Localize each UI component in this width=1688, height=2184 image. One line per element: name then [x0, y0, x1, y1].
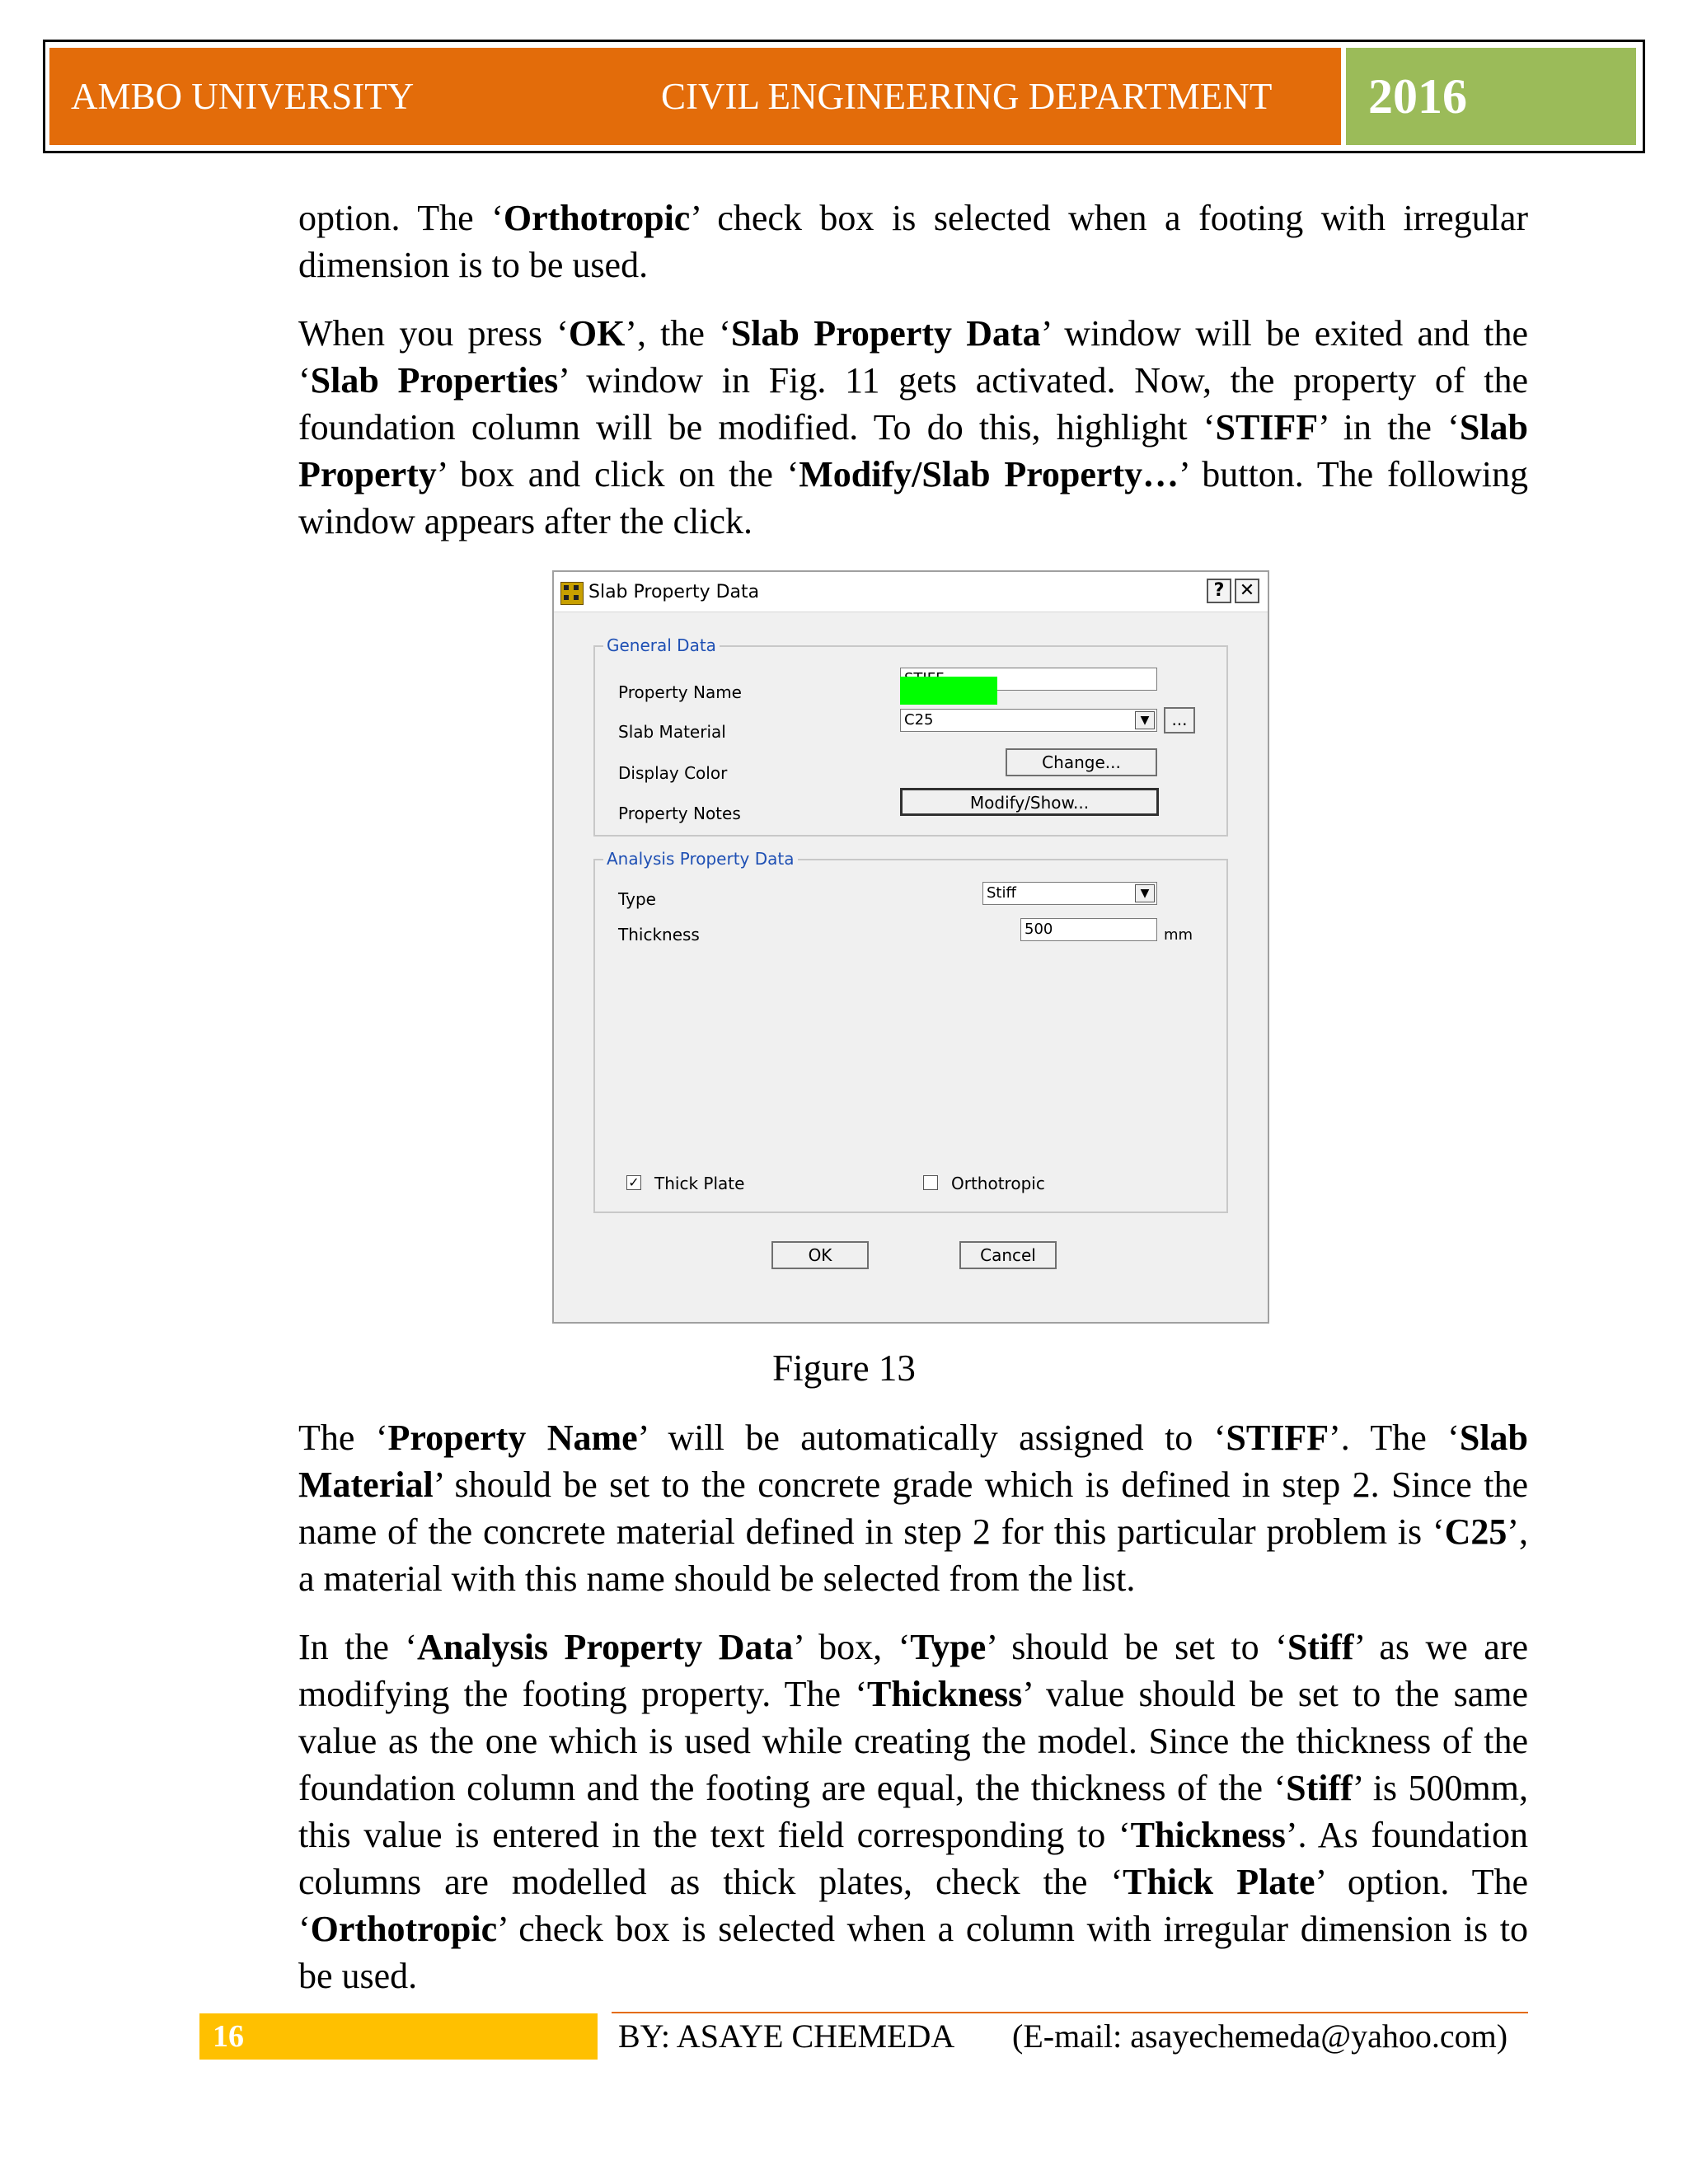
change-color-button[interactable]: Change...	[1006, 748, 1157, 776]
slab-material-value: C25	[904, 711, 934, 729]
text-run: option. The ‘	[298, 198, 504, 238]
text-run: ’ value should be set to the same value as the one which is used while creating the model. Since the thickness of the foundation column and the footing are equal, the thickness of the ‘	[298, 1674, 1528, 1808]
dialog-title: Slab Property Data	[588, 582, 760, 602]
bold-term: Slab Property	[298, 407, 1528, 494]
bold-term: STIFF	[1226, 1418, 1329, 1458]
thickness-label: Thickness	[618, 925, 700, 944]
thickness-unit: mm	[1164, 926, 1193, 944]
text-run: ’ as we are modifying the footing property. The ‘	[298, 1627, 1528, 1714]
text-run: In the ‘	[298, 1627, 418, 1667]
chevron-down-icon[interactable]: ▼	[1135, 711, 1155, 729]
text-run: ’ should be set to ‘	[986, 1627, 1287, 1667]
browse-material-button[interactable]: ...	[1164, 707, 1195, 733]
paragraph-4	[298, 1624, 1528, 1999]
text-run: ’ button. The following window appears after the click.	[298, 454, 1528, 541]
type-value: Stiff	[987, 884, 1016, 902]
text-run: ’. The ‘	[1329, 1418, 1460, 1458]
text-run: When you press ‘	[298, 313, 569, 354]
bold-term: Slab Material	[298, 1418, 1529, 1505]
bold-term: Stiff	[1286, 1768, 1353, 1808]
ok-button[interactable]: OK	[771, 1241, 869, 1269]
orthotropic-label: Orthotropic	[951, 1174, 1045, 1193]
footer-page-band	[199, 2013, 598, 2060]
bold-term: Thickness	[1130, 1815, 1286, 1855]
text-run: ’. As foundation columns are modelled as thick plates, check the ‘	[298, 1815, 1528, 1902]
header-department: CIVIL ENGINEERING DEPARTMENT	[661, 76, 1273, 117]
property-notes-label: Property Notes	[618, 804, 741, 823]
thick-plate-checkbox[interactable]: ✓	[626, 1175, 641, 1190]
text-run: ’ option. The ‘	[298, 1862, 1529, 1949]
display-color-label: Display Color	[618, 763, 728, 783]
page-number: 16	[213, 2019, 244, 2054]
help-button[interactable]: ?	[1207, 579, 1231, 603]
type-label: Type	[618, 889, 656, 909]
bold-term: Slab Property Data	[730, 313, 1041, 354]
paragraph-1	[298, 194, 1528, 288]
display-color-swatch[interactable]	[900, 677, 997, 705]
bold-term: Analysis Property Data	[417, 1627, 794, 1667]
text-run: The ‘	[298, 1418, 388, 1458]
paragraph-3	[298, 1414, 1528, 1602]
bold-term: Orthotropic	[310, 1909, 498, 1949]
property-name-label: Property Name	[618, 682, 742, 702]
text-run: ’ box and click on the ‘	[436, 454, 799, 494]
footer-author: BY: ASAYE CHEMEDA	[618, 2018, 955, 2055]
text-run: ’ will be automatically assigned to ‘	[637, 1418, 1226, 1458]
dialog-titlebar	[554, 572, 1268, 612]
bold-term: Orthotropic	[503, 198, 691, 238]
type-select[interactable]	[982, 882, 1157, 905]
footer-email: (E-mail: asayechemeda@yahoo.com)	[1012, 2018, 1508, 2055]
bold-term: STIFF	[1215, 407, 1319, 448]
header-year: 2016	[1368, 69, 1467, 124]
analysis-property-data-group	[593, 849, 1228, 1213]
bold-term: Type	[910, 1627, 987, 1667]
text-run: ’, the ‘	[625, 313, 731, 354]
thickness-input[interactable]: 500	[1020, 918, 1157, 941]
figure-caption: Figure 13	[772, 1347, 916, 1389]
close-button[interactable]: ✕	[1235, 579, 1259, 603]
chevron-down-icon[interactable]: ▼	[1135, 884, 1155, 902]
analysis-property-data-label: Analysis Property Data	[603, 849, 798, 869]
text-run: ’ check box is selected when a footing with irregular dimension is to be used.	[298, 198, 1529, 285]
text-run: ’ in the ‘	[1318, 407, 1460, 448]
text-run: ’ check box is selected when a column with irregular dimension is to be used.	[298, 1909, 1528, 1996]
paragraph-2	[298, 310, 1528, 545]
text-run: ’ box, ‘	[793, 1627, 911, 1667]
thick-plate-label: Thick Plate	[654, 1174, 745, 1193]
text-run: ’ should be set to the concrete grade which is defined in step 2. Since the name of the concrete material defined in step 2 for this particular problem is ‘	[298, 1465, 1528, 1552]
slab-material-select[interactable]	[900, 709, 1157, 732]
text-run: ’ is 500mm, this value is entered in the text field corresponding to ‘	[298, 1768, 1528, 1855]
orthotropic-checkbox[interactable]	[923, 1175, 938, 1190]
modify-show-button[interactable]: Modify/Show...	[900, 788, 1159, 816]
header-university: AMBO UNIVERSITY	[71, 76, 415, 117]
bold-term: C25	[1444, 1511, 1507, 1552]
bold-term: Modify/Slab Property…	[799, 454, 1179, 494]
slab-material-label: Slab Material	[618, 722, 726, 742]
general-data-label: General Data	[603, 635, 720, 655]
text-run: ’ window will be exited and the ‘	[298, 313, 1529, 401]
slab-property-data-dialog	[552, 570, 1269, 1324]
bold-term: Property Name	[387, 1418, 638, 1458]
bold-term: Slab Properties	[310, 360, 559, 401]
bold-term: OK	[568, 313, 626, 354]
text-run: ’ window in Fig. 11 gets activated. Now, the property of the foundation column will be modified. To do this, highlight ‘	[298, 360, 1528, 448]
cancel-button[interactable]: Cancel	[959, 1241, 1057, 1269]
text-run: ’, a material with this name should be selected from the list.	[298, 1511, 1528, 1599]
app-icon	[560, 582, 584, 605]
bold-term: Thickness	[867, 1674, 1023, 1714]
bold-term: Stiff	[1287, 1627, 1354, 1667]
bold-term: Thick Plate	[1123, 1862, 1315, 1902]
